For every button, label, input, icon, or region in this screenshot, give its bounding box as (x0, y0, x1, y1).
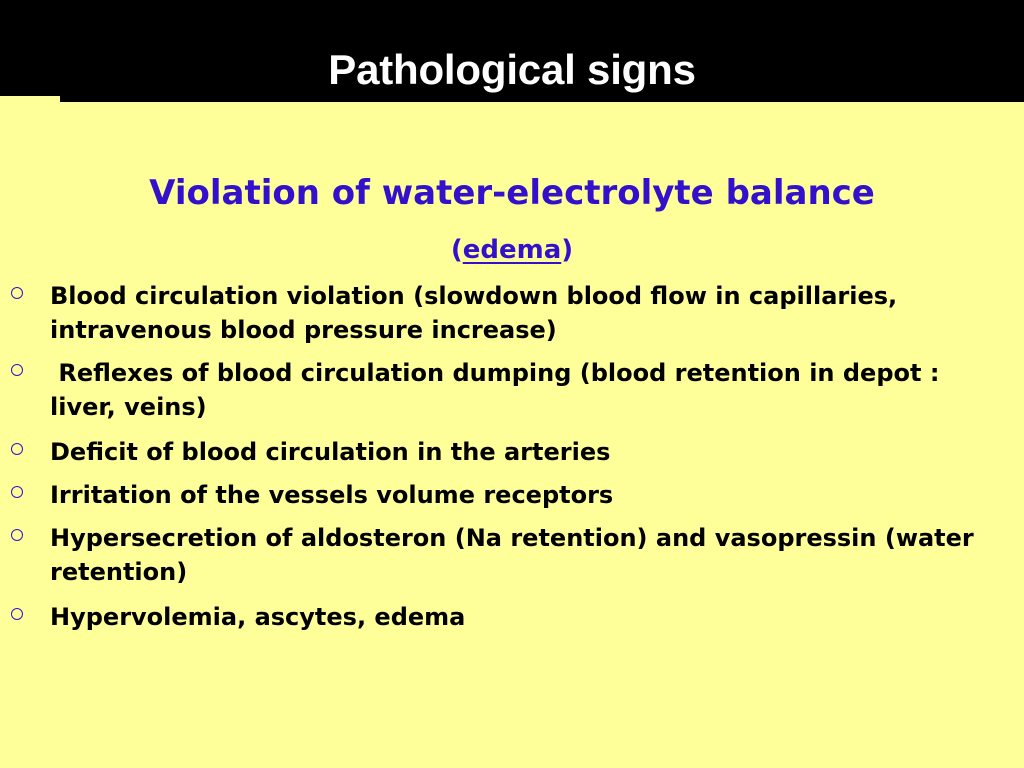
hollow-circle-icon (11, 529, 23, 541)
bullet-text: Hypervolemia, ascytes, edema (50, 603, 466, 631)
slide-title: Pathological signs (328, 46, 696, 93)
bullet-text: Hypersecretion of aldosteron (Na retention) and vasopressin (water retention) (50, 524, 983, 586)
edema-link[interactable]: edema (462, 235, 562, 265)
hollow-circle-icon (11, 443, 23, 455)
close-paren: ) (561, 235, 574, 265)
subtitle-link-line (0, 231, 1024, 269)
hollow-circle-icon (11, 287, 23, 299)
hollow-circle-icon (11, 486, 23, 498)
title-band (0, 0, 1024, 102)
bullet-text: Blood circulation violation (slowdown blood flow in capillaries, intravenous blood pressure increase) (50, 282, 906, 344)
hollow-circle-icon (11, 364, 23, 376)
bullet-text: Deficit of blood circulation in the arteries (50, 438, 611, 466)
bullet-text: Reflexes of blood circulation dumping (blood retention in depot : liver, veins) (50, 359, 948, 421)
slide-subtitle: Violation of water-electrolyte balance (149, 173, 875, 213)
hollow-circle-icon (11, 608, 23, 620)
open-paren: ( (450, 235, 463, 265)
bullet-text: Irritation of the vessels volume receptors (50, 481, 614, 509)
